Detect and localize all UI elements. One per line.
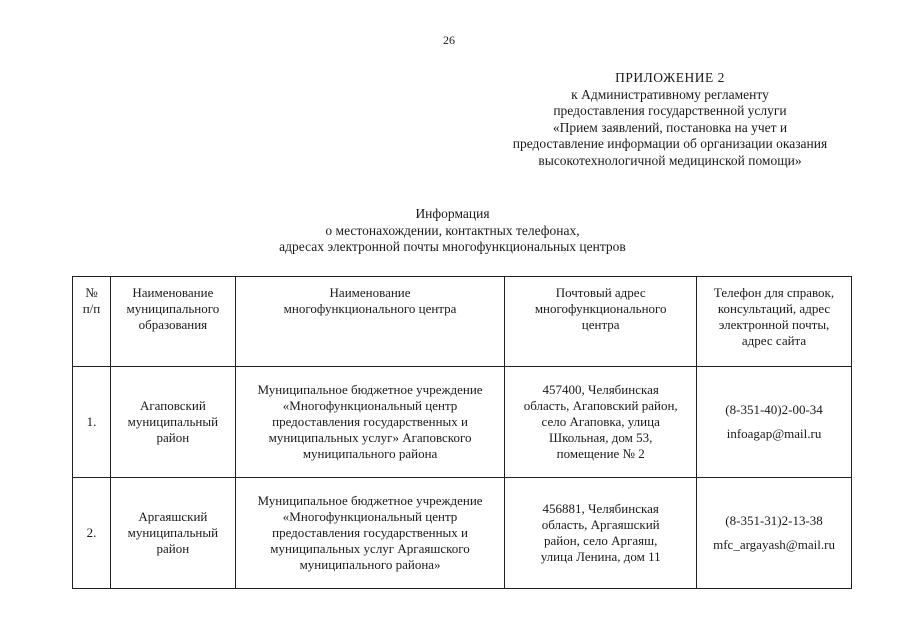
header-text: № [85,285,98,300]
header-text: п/п [82,301,101,316]
header-text: электронной почты, [718,317,830,332]
row-number: 2. [73,478,111,589]
header-text: Телефон для справок, [713,285,835,300]
header-text: многофункционального центра [283,301,457,316]
header-text: Наименование [132,285,214,300]
table-header-row [73,277,852,367]
cell-text: «Многофункциональный центр [282,398,458,413]
header-text: адрес сайта [741,333,807,348]
row-contacts [697,478,852,589]
cell-text: муниципальный [127,525,219,540]
cell-text: муниципальных услуг» Агаповского [268,430,472,445]
info-title-line: Информация [415,206,490,221]
appendix-line: предоставление информации об организации оказания [512,136,828,151]
row-municipality [110,478,235,589]
appendix-header [470,70,870,169]
phone-number: (8-351-40)2-00-34 [725,402,823,417]
header-address [505,277,697,367]
cell-text: муниципального района [302,446,438,461]
header-text: многофункционального [534,301,667,316]
header-number [73,277,111,367]
row-address [505,367,697,478]
table-row [73,478,852,589]
cell-text: помещение № 2 [556,446,645,461]
row-center-name [235,367,504,478]
cell-text: 456881, Челябинская [542,501,659,516]
cell-text: предоставления государственных и [272,525,468,540]
row-municipality [110,367,235,478]
header-text: Наименование [329,285,411,300]
cell-text: улица Ленина, дом 11 [540,549,661,564]
header-text: центра [581,317,620,332]
cell-text: муниципальный [127,414,219,429]
row-center-name [235,478,504,589]
cell-text: муниципальных услуг Аргаяшского [270,541,470,556]
cell-text: «Многофункциональный центр [282,509,458,524]
cell-text: Агаповский [139,398,206,413]
cell-text: село Агаповка, улица [541,414,660,429]
cell-text: район, село Аргаяш, [544,533,658,548]
row-contacts [697,367,852,478]
appendix-line: «Прием заявлений, постановка на учет и [552,119,788,135]
row-number: 1. [73,367,111,478]
appendix-line: высокотехнологичной медицинской помощи» [538,152,802,168]
cell-text: Аргаяшский [138,509,208,524]
cell-text: муниципального района» [299,557,441,572]
row-address [505,478,697,589]
cell-text: Школьная, дом 53, [549,430,653,445]
info-title [200,206,705,256]
email-address: mfc_argayash@mail.ru [713,537,835,552]
cell-text: предоставления государственных и [272,414,468,429]
phone-number: (8-351-31)2-13-38 [725,513,823,528]
header-text: Почтовый адрес [555,285,646,300]
info-title-line: адресах электронной почты многофункциональных центров [279,239,626,254]
page-number: 26 [443,33,455,47]
info-title-line: о местонахождении, контактных телефонах, [325,222,580,238]
header-text: муниципального [126,301,220,316]
appendix-heading: ПРИЛОЖЕНИЕ 2 [615,70,725,85]
cell-text: область, Аргаяшский [541,517,660,532]
cell-text: Муниципальное бюджетное учреждение [257,382,483,397]
cell-text: область, Агаповский район, [523,398,678,413]
header-text: консультаций, адрес [717,301,831,316]
header-contacts [697,277,852,367]
cell-text: район [156,541,190,556]
cell-text: район [156,430,190,445]
header-municipality [110,277,235,367]
cell-text: Муниципальное бюджетное учреждение [257,493,483,508]
appendix-line: к Административному регламенту [571,86,769,102]
appendix-line: предоставления государственной услуги [553,103,787,118]
email-address: infoagap@mail.ru [726,426,822,441]
mfc-table [72,276,852,589]
cell-text: 457400, Челябинская [542,382,659,397]
table-row [73,367,852,478]
header-center [235,277,504,367]
header-text: образования [138,317,208,332]
